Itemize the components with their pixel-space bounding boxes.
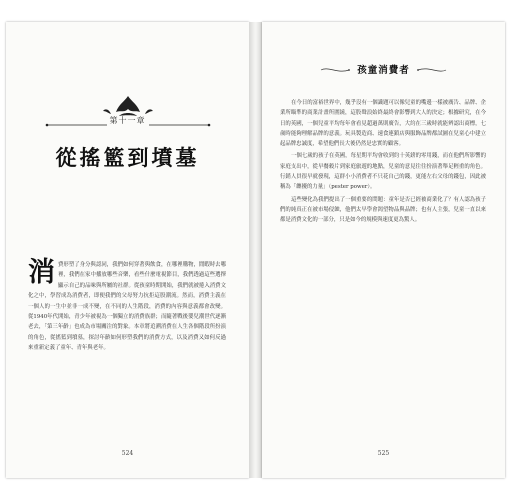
chapter-label: 第十一章 [109, 116, 146, 125]
chapter-ornament-icon [33, 92, 223, 132]
drop-cap: 消 [28, 257, 55, 288]
page-number-left: 524 [121, 450, 134, 457]
chapter-body [28, 257, 226, 356]
body-paragraph: 費形塑了身分與認同，我們如何穿著與飲食，在哪裡購物，閒暇時去哪裡，我們在家中播放哪些音樂，看些什麼電視節目，我們透過這些選擇顯示自己的品味與所屬的社群。從孩童時期開始，我們就被捲入消費文化之中，學習成為消費者，即便我們的父母努力抗拒這股潮流。然而，消費主義在一個人的一生中並非一成不變，在不同的人生階段，消費的內容與意義都會改變。從1940年代開始，青少年被視為一個獨立的消費族群；而隨著戰後嬰兒潮世代逐漸老去，「第三年齡」也成為市場關注的對象。本章將追溯消費在人生各個階段所扮演的角色，從搖籃到墳墓，探討年齡如何形塑我們的消費方式，以及消費又如何反過來重新定義了童年、青年與老年。 [28, 262, 226, 352]
chapter-title: 從搖籃到墳墓 [55, 145, 200, 170]
body-paragraph: 一個七歲的孩子在英國，每星期平均會收到約十英鎊的零用錢，而在他們所影響的家庭支出中，從早餐穀片到家庭旅遊的地點，兒童的意見往往扮演著舉足輕重的角色。行銷人員很早就發現，這群小小消費者不只花自己的錢，更能左右父母的錢包，因此被稱為「纏擾的力量」（pester power）。 [280, 153, 486, 191]
page-number-right: 525 [377, 450, 390, 457]
right-page [262, 22, 505, 478]
running-head: 孩童消費者 [357, 65, 410, 76]
book-gutter [249, 22, 262, 478]
body-paragraph: 在今日的富裕世界中，幾乎沒有一個識題可以像兒童的嘴邊一樣被廣告、品牌、企業所瞄準的商業計畫所圍繞，這股聲浪始終最終會影響到大人的決定；根據研究，在今日的英國，一個兒童平均每年會看見超過萬則廣告，大約在三歲時就能辨認出商標，七歲時能夠理解品牌的意義。玩具製造商、速食連鎖店與服飾品牌都試圖在兒童心中建立起品牌忠誠度，希望他們長大後仍然是忠實的顧客。 [280, 100, 486, 148]
section-body [280, 98, 486, 228]
body-paragraph: 這些變化為我們提出了一個重要的問題：童年是否已經被商業化了？有人認為孩子們的純真正在被市場侵蝕，他們太早學會渴望物品與品牌；也有人主張，兒童一直以來都是消費文化的一部分，只是如今的規模與速度更為驚人。 [280, 196, 486, 224]
left-page [6, 22, 249, 478]
